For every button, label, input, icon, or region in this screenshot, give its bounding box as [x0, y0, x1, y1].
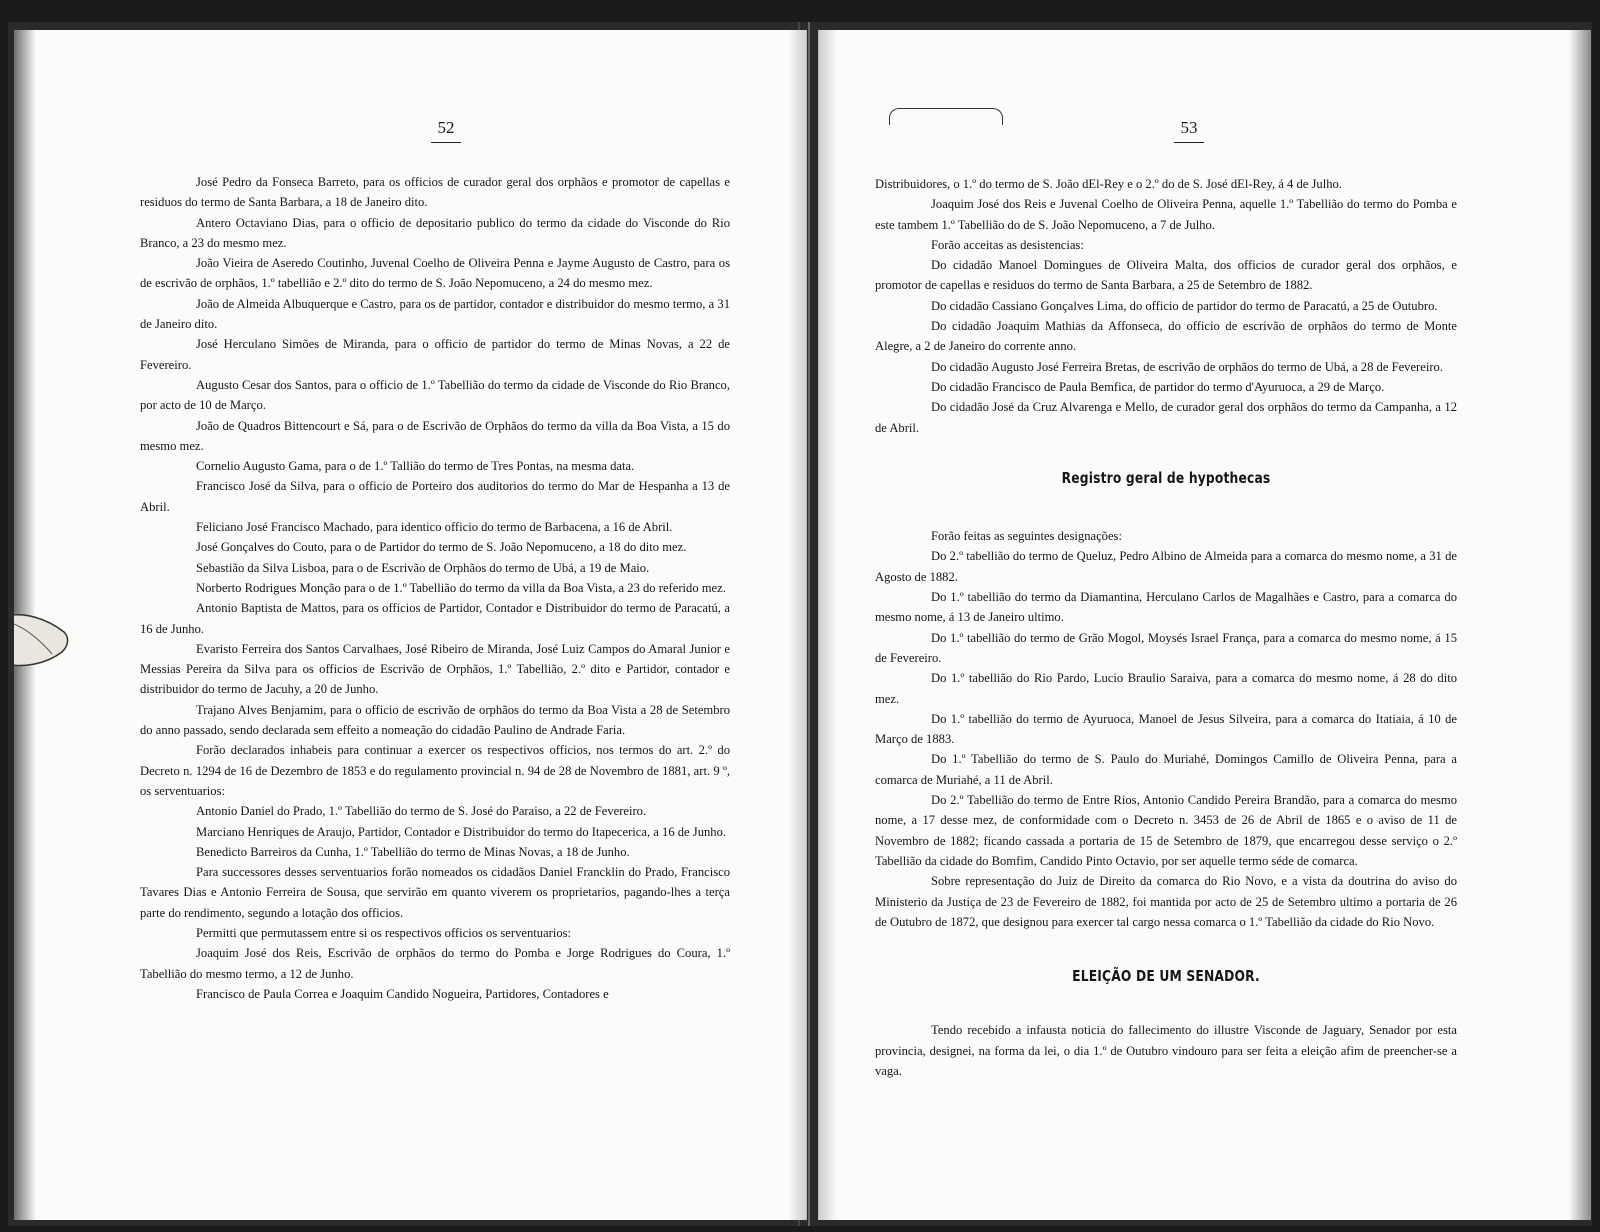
- paragraph: José Herculano Simões de Miranda, para o officio de partidor do termo de Minas Novas, a 22 de Fevereiro.: [140, 337, 730, 372]
- paragraph: Francisco José da Silva, para o officio de Porteiro dos auditorios do termo do Mar de Hespanha a 13 de Abril.: [140, 479, 730, 514]
- paragraph: Permitti que permutassem entre si os respectivos officios os serventuarios:: [196, 925, 572, 940]
- paragraph: José Pedro da Fonseca Barreto, para os officios de curador geral dos orphãos e promotor de capellas e residuos do termo de Santa Barbara, a 18 de Janeiro dito.: [140, 175, 730, 210]
- paragraph: Do 1.º Tabellião do termo de S. Paulo do Muriahé, Domingos Camillo de Oliveira Penna, para a comarca de Muriahé, a 11 de Abril.: [875, 752, 1457, 787]
- paragraph: Joaquim José dos Reis e Juvenal Coelho de Oliveira Penna, aquelle 1.º Tabellião do termo do Pomba e este tambem 1.º Tabellião do de S. João Nepomuceno, a 7 de Julho.: [875, 197, 1457, 232]
- paragraph: Cornelio Augusto Gama, para o de 1.º Tallião do termo de Tres Pontas, na mesma data.: [196, 459, 635, 474]
- section-heading-registro: Registro geral de hypothecas: [1061, 468, 1271, 487]
- paragraph: Do cidadão Cassiano Gonçalves Lima, do officio de partidor do termo de Paracatú, a 25 de Outubro.: [931, 298, 1438, 313]
- right-body-text: [875, 174, 1457, 1081]
- paragraph: Do 1.º tabellião do termo da Diamantina, Herculano Carlos de Magalhães e Castro, para a comarca do mesmo nome, á 13 de Janeiro ultimo.: [875, 590, 1457, 625]
- left-page: [14, 30, 807, 1220]
- paragraph: Evaristo Ferreira dos Santos Carvalhaes, José Ribeiro de Miranda, José Luiz Campos do Amaral Junior e Messias Pereira da Silva para os officios de Escrivão de Orphãos, 1.º Tabellião, 2.º dito e Partidor, contador e distribuidor do termo de Jacuhy, a 20 de Junho.: [140, 641, 730, 697]
- paragraph: Do 1.º tabellião do termo de Grão Mogol, Moysés Israel França, para a comarca do mesmo nome, á 15 de Fevereiro.: [875, 630, 1457, 665]
- paragraph: Trajano Alves Benjamim, para o officio de escrivão de orphãos do termo da Boa Vista a 28 de Setembro do anno passado, sendo declarada sem effeito a nomeação do cidadão Paulino de Andrade Faria.: [140, 702, 730, 738]
- paragraph: Para successores desses serventuarios forão nomeados os cidadãos Daniel Francklin do Prado, Francisco Tavares Dias e Antonio Ferreira de Sousa, que servirão em quanto viverem os proprietarios, pagando-lhes a terça parte do rendimento, segundo a lotação dos officios.: [140, 865, 730, 920]
- pencil-bracket-mark: [889, 108, 1003, 125]
- paragraph: Sobre representação do Juiz de Direito da comarca do Rio Novo, e a vista da doutrina do aviso do Ministerio da Justiça de 23 de Fevereiro de 1882, foi mantida por acto de 25 de Setembro ultimo a portaria de 26 de Outubro de 1872, que designou para exercer tal cargo nessa comarca o 1.º Tabellião da cidade do Rio Novo.: [875, 874, 1457, 929]
- registro-section: [875, 526, 1457, 932]
- paragraph: Do cidadão Manoel Domingues de Oliveira Malta, dos officios de curador geral dos orphãos, e promotor de capellas e residuos do termo de Santa Barbara, a 25 de Setembro de 1882.: [875, 258, 1457, 293]
- paragraph: Do cidadão José da Cruz Alvarenga e Mello, de curador geral dos orphãos do termo da Campanha, a 12 de Abril.: [875, 400, 1457, 435]
- paragraph: Francisco de Paula Correa e Joaquim Candido Nogueira, Partidores, Contadores e: [196, 986, 609, 1001]
- paper-tab-marker: [14, 610, 70, 668]
- paragraph: João de Quadros Bittencourt e Sá, para o de Escrivão de Orphãos do termo da villa da Boa Vista, a 15 do mesmo mez.: [140, 418, 730, 453]
- gutter-shadow: [788, 30, 806, 1220]
- gutter-shadow: [819, 30, 837, 1220]
- left-body-text: [140, 172, 730, 1004]
- paragraph: Benedicto Barreiros da Cunha, 1.º Tabellião do termo de Minas Novas, a 18 de Junho.: [196, 844, 630, 859]
- paragraph: Tendo recebido a infausta noticia do fallecimento do illustre Visconde de Jaguary, Senador por esta provincia, designei, na forma da lei, o dia 1.º de Outubro vindouro para ser feita a eleição afim de preencher-se a vaga.: [875, 1023, 1457, 1078]
- section-heading-eleicao: ELEIÇÃO DE UM SENADOR.: [1072, 967, 1260, 986]
- page-number: 53: [1169, 118, 1209, 143]
- paragraph: Joaquim José dos Reis, Escrivão de orphãos do termo do Pomba e Jorge Rodrigues do Coura, 1.º Tabellião do mesmo termo, a 12 de Junho.: [140, 946, 730, 981]
- page-edge-shadow: [1569, 30, 1591, 1220]
- paragraph: Do 1.º tabellião do termo de Ayuruoca, Manoel de Jesus Silveira, para a comarca do Itatiaia, á 10 de Março de 1883.: [875, 711, 1457, 747]
- paragraph: Do 2.º Tabellião do termo de Entre Rios, Antonio Candido Pereira Brandão, para a comarca do mesmo nome, a 17 desse mez, de conformidade com o Decreto n. 3453 de 26 de Abril de 1865 e o aviso de 11 de Novembro de 1882; ficando cassada a portaria de 15 de Setembro de 1879, que encarregou desse serviço o 2.º Tabellião da cidade do Bomfim, Candido Pinto Octavio, por ser aquelle termo séde de comarca.: [875, 793, 1457, 868]
- paragraph: João Vieira de Aseredo Coutinho, Juvenal Coelho de Oliveira Penna e Jayme Augusto de Castro, para os de escrivão de orphãos, 1.º tabellião e 2.º dito do termo de S. João Nepomuceno, a 24 do mesmo mez.: [140, 256, 730, 291]
- paragraph: Do cidadão Francisco de Paula Bemfica, de partidor do termo d'Ayuruoca, a 29 de Março.: [931, 379, 1385, 394]
- paragraph: Do cidadão Joaquim Mathias da Affonseca, do officio de escrivão de orphãos do termo de Monte Alegre, a 2 de Janeiro do corrente anno.: [875, 319, 1457, 354]
- paragraph: Sebastião da Silva Lisboa, para o de Escrivão de Orphãos do termo de Ubá, a 19 de Maio.: [196, 560, 650, 575]
- paragraph: Antonio Baptista de Mattos, para os officios de Partidor, Contador e Distribuidor do termo de Paracatú, a 16 de Junho.: [140, 601, 730, 636]
- paragraph: Augusto Cesar dos Santos, para o officio de 1.º Tabellião do termo da cidade de Visconde do Rio Branco, por acto de 10 de Março.: [140, 377, 730, 413]
- paragraph: Forão declarados inhabeis para continuar a exercer os respectivos officios, nos termos do art. 2.º do Decreto n. 1294 de 16 de Dezembro de 1853 e do regulamento provincial n. 94 de 28 de Novembro de 1881, art. 9 º, os serventuarios:: [140, 743, 730, 798]
- paragraph: Antonio Daniel do Prado, 1.º Tabellião do termo de S. José do Paraiso, a 22 de Fevereiro.: [196, 804, 647, 819]
- paragraph: Do 1.º tabellião do Rio Pardo, Lucio Braulio Saraiva, para a comarca do mesmo nome, á 28 do dito mez.: [875, 671, 1457, 706]
- paragraph: Distribuidores, o 1.º do termo de S. João dEl-Rey e o 2.º do de S. José dEl-Rey, á 4 de Julho.: [875, 177, 1342, 191]
- paragraph: Antero Octaviano Dias, para o officio de depositario publico do termo da cidade do Visconde do Rio Branco, a 23 do mesmo mez.: [140, 215, 730, 250]
- page-number: 52: [426, 118, 466, 143]
- paragraph: Do cidadão Augusto José Ferreira Bretas, de escrivão de orphãos do termo de Ubá, a 28 de Fevereiro.: [931, 359, 1443, 374]
- paragraph: José Gonçalves do Couto, para o de Partidor do termo de S. João Nepomuceno, a 18 do dito mez.: [196, 540, 687, 555]
- paragraph: João de Almeida Albuquerque e Castro, para os de partidor, contador e distribuidor do mesmo termo, a 31 de Janeiro dito.: [140, 296, 730, 332]
- paragraph: Forão feitas as seguintes designações:: [931, 529, 1122, 544]
- paragraph: Forão acceitas as desistencias:: [931, 237, 1084, 252]
- right-page: [818, 30, 1591, 1220]
- paragraph: Do 2.º tabellião do termo de Queluz, Pedro Albino de Almeida para a comarca do mesmo nome, a 31 de Agosto de 1882.: [875, 549, 1457, 584]
- paragraph: Norberto Rodrigues Monção para o de 1.º Tabellião do termo da villa da Boa Vista, a 23 do referido mez.: [196, 580, 726, 595]
- opening-section: [875, 174, 1457, 438]
- spine-line: [808, 22, 810, 1226]
- eleicao-section: [875, 1020, 1457, 1081]
- paragraph: Marciano Henriques de Araujo, Partidor, Contador e Distribuidor do termo do Itapecerica, a 16 de Junho.: [196, 824, 727, 839]
- paragraph: Feliciano José Francisco Machado, para identico officio do termo de Barbacena, a 16 de Abril.: [196, 520, 673, 535]
